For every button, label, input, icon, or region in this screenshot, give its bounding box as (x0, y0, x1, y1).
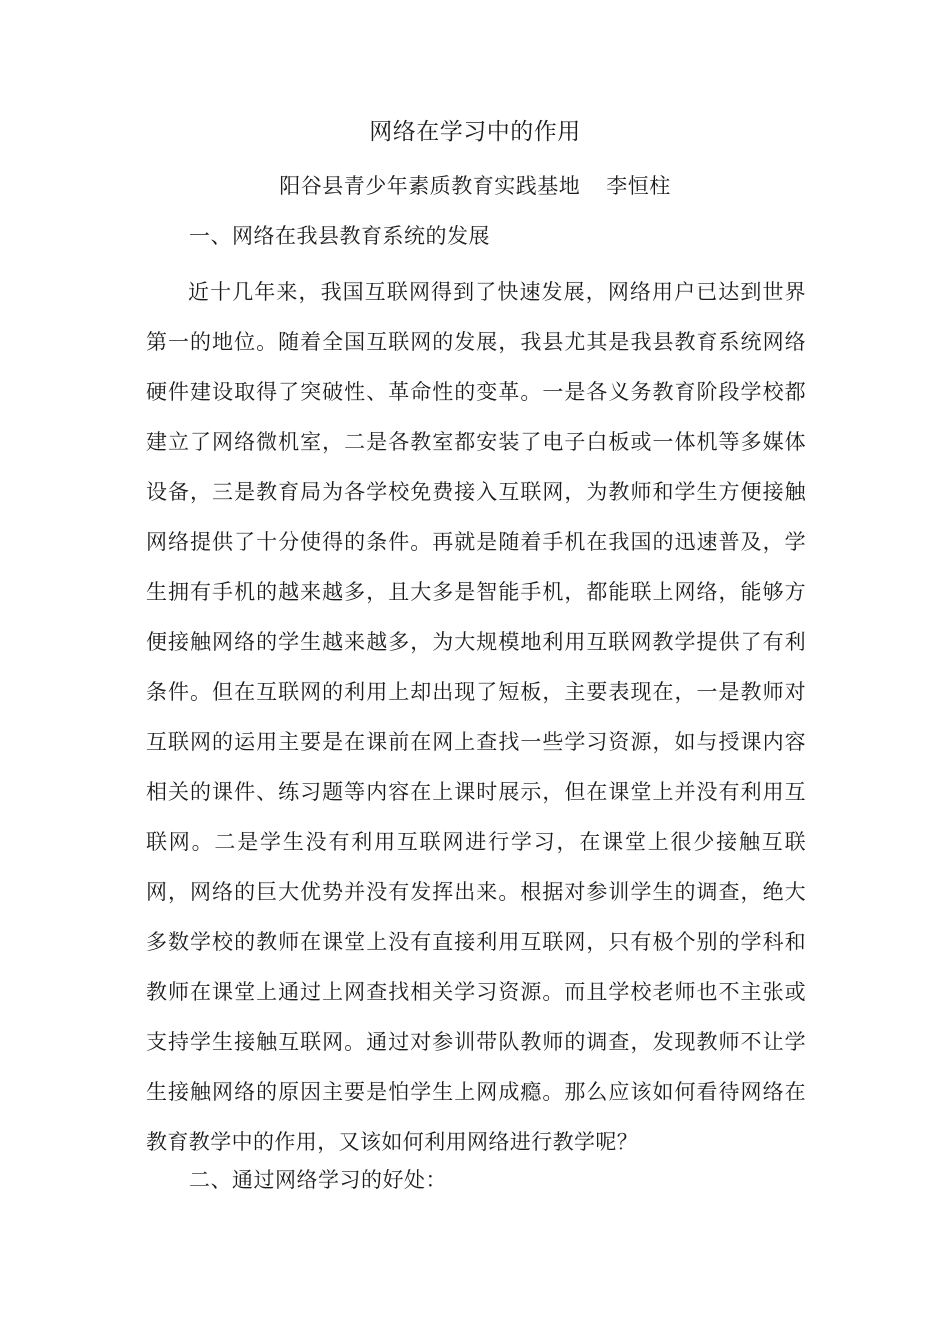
document-title: 网络在学习中的作用 (369, 119, 581, 145)
author-name: 李恒柱 (606, 174, 671, 198)
section-1-paragraph: 近十几年来，我国互联网得到了快速发展，网络用户已达到世界第一的地位。随着全国互联网的发展，我县尤其是我县教育系统网络硬件建设取得了突破性、革命性的变革。一是各义务教育阶段学校都建立了网络微机室，二是各教室都安装了电子白板或一体机等多媒体设备，三是教育局为各学校免费接入互联网，为教师和学生方便接触网络提供了十分使得的条件。再就是随着手机在我国的迅速普及，学生拥有手机的越来越多，且大多是智能手机，都能联上网络，能够方便接触网络的学生越来越多，为大规模地利用互联网教学提供了有利条件。但在互联网的利用上却出现了短板，主要表现在，一是教师对互联网的运用主要是在课前在网上查找一些学习资源，如与授课内容相关的课件、练习题等内容在上课时展示，但在课堂上并没有利用互联网。二是学生没有利用互联网进行学习，在课堂上很少接触互联网，网络的巨大优势并没有发挥出来。根据对参训学生的调查，绝大多数学校的教师在课堂上没有直接利用互联网，只有极个别的学科和教师在课堂上通过上网查找相关学习资源。而且学校老师也不主张或支持学生接触互联网。通过对参训带队教师的调查，发现教师不让学生接触网络的原因主要是怕学生上网成瘾。那么应该如何看待网络在教育教学中的作用，又该如何利用网络进行教学呢？ (146, 280, 806, 1154)
author-organization: 阳谷县青少年素质教育实践基地 (279, 174, 581, 198)
section-heading-2: 二、通过网络学习的好处： (189, 1168, 447, 1192)
document-byline (0, 170, 950, 202)
section-heading-1: 一、网络在我县教育系统的发展 (189, 224, 490, 248)
